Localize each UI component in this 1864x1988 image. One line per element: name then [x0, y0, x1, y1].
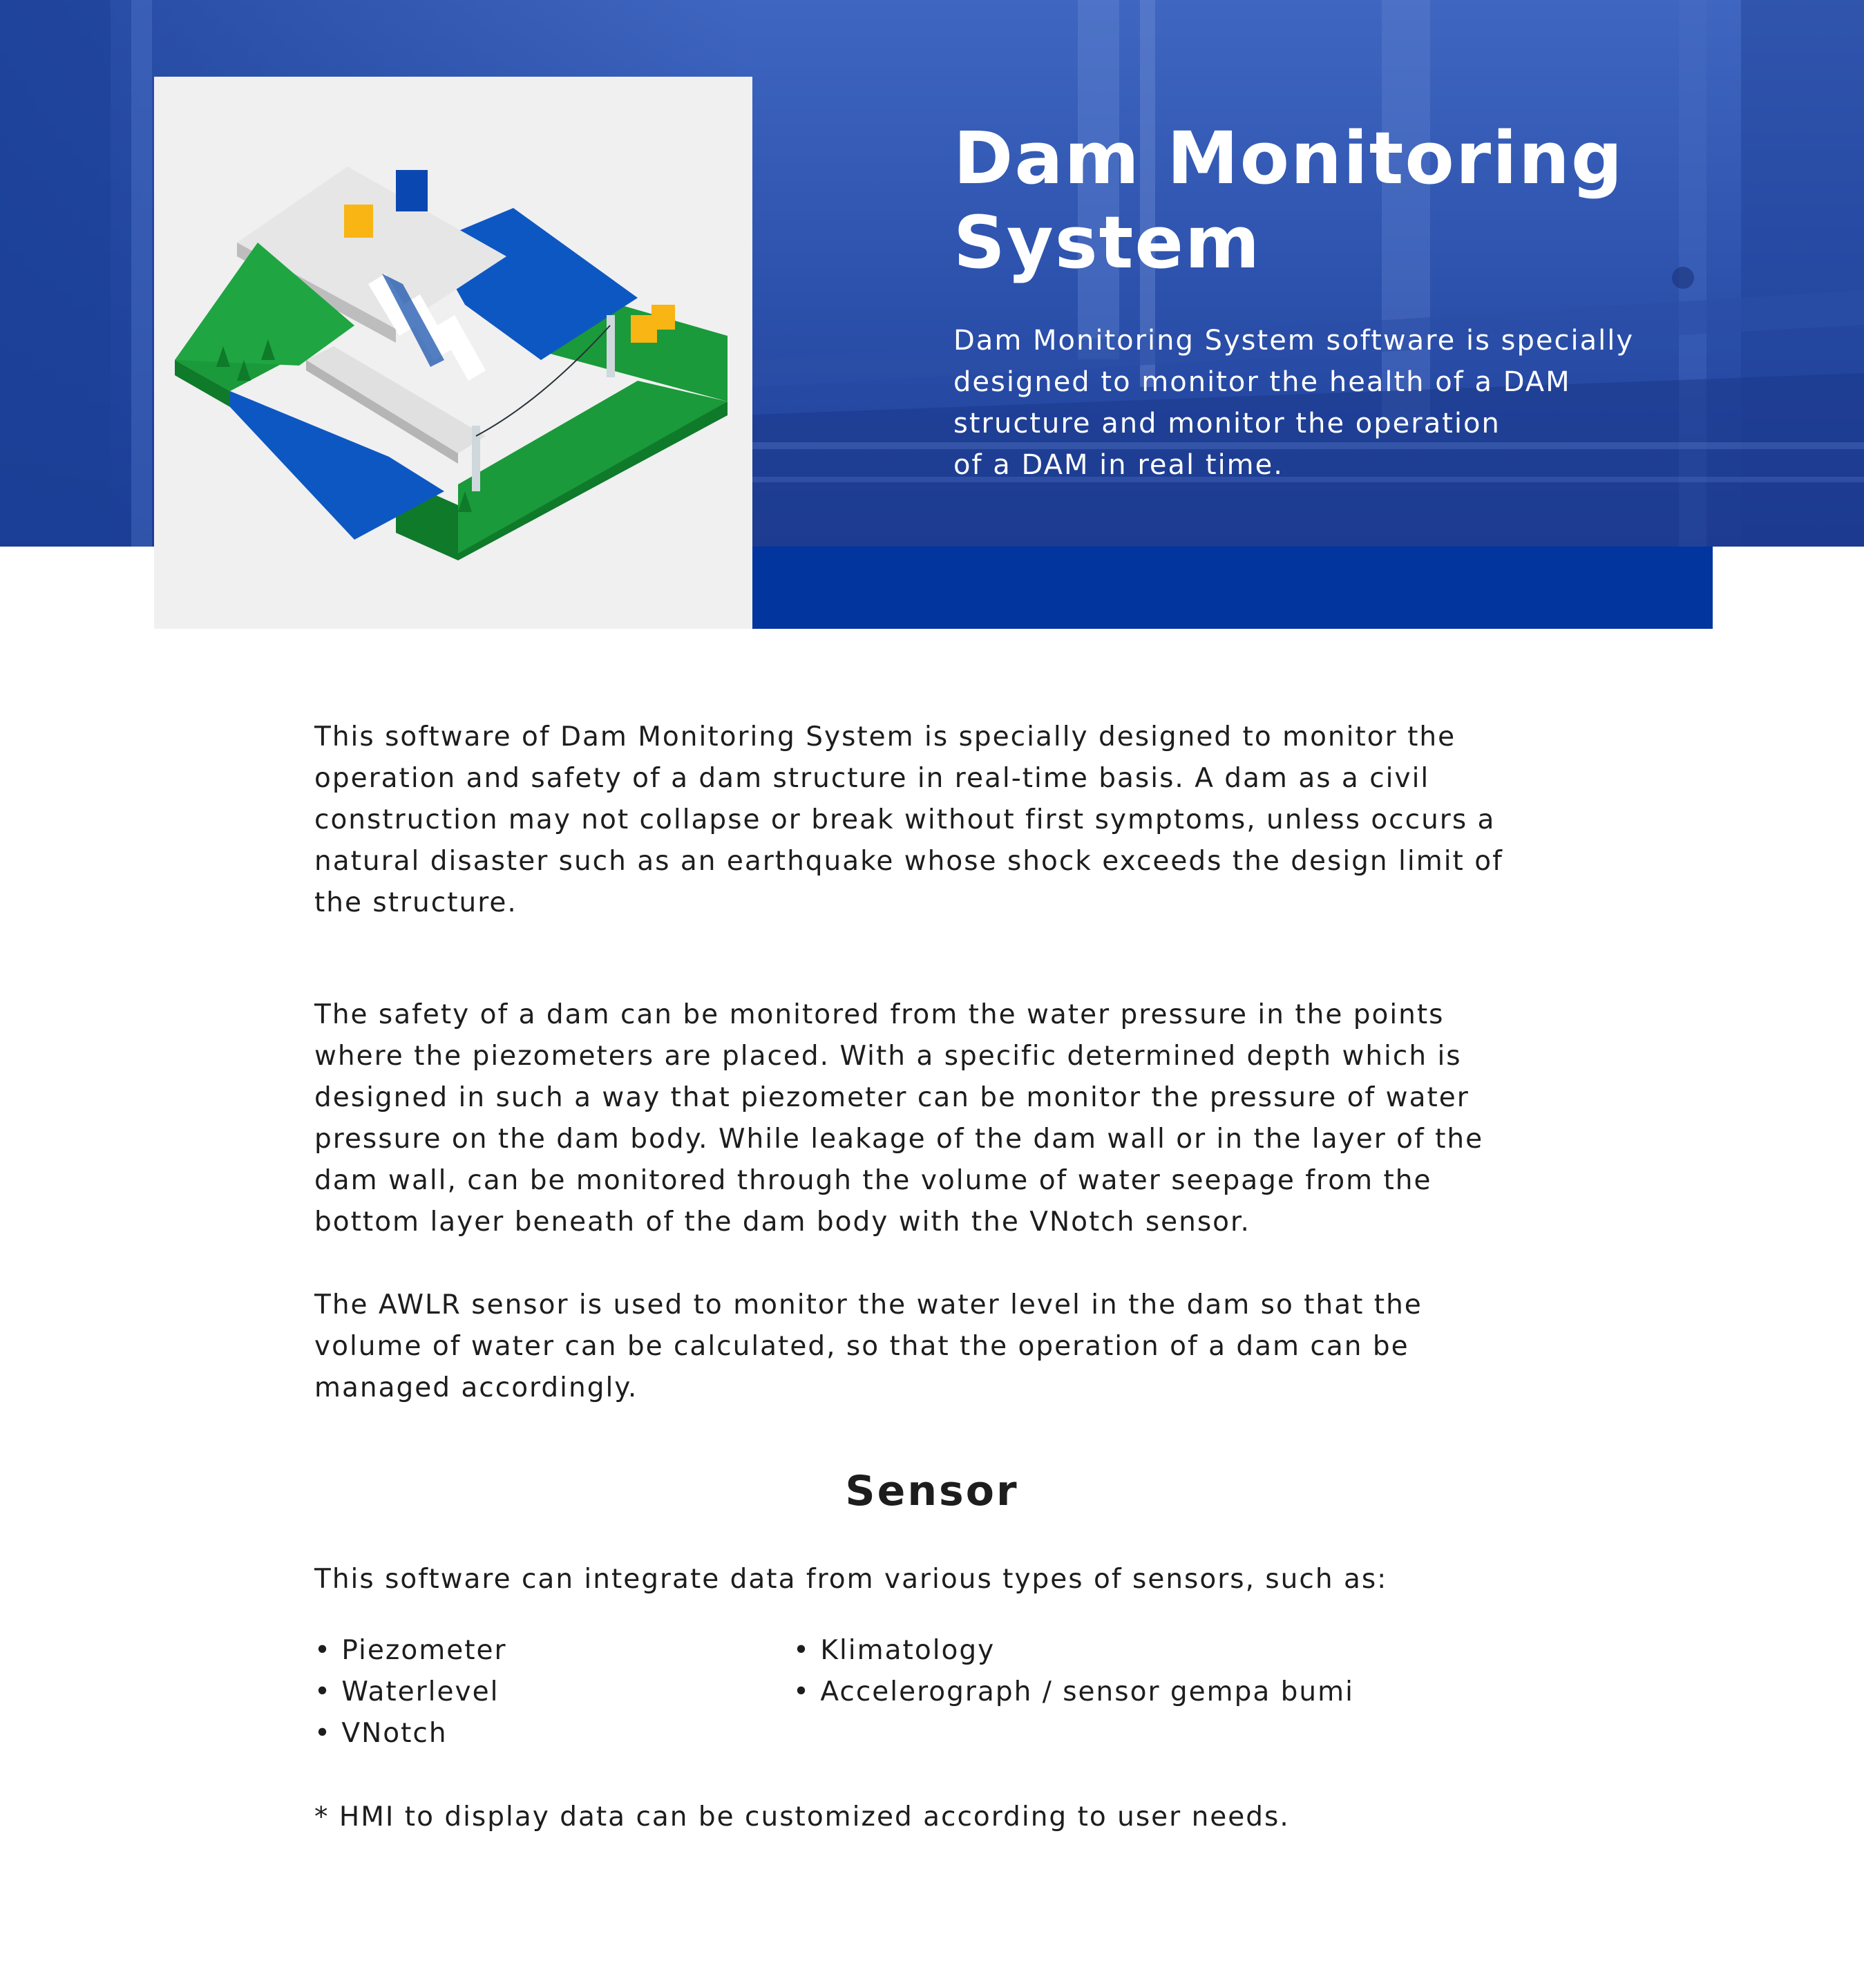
- paragraph-line: natural disaster such as an earthquake whose shock exceeds the design limit of: [314, 846, 1503, 877]
- paragraph-line: pressure on the dam body. While leakage of the dam wall or in the layer of the: [314, 1124, 1484, 1155]
- dam-illustration-icon: [154, 77, 752, 629]
- paragraph-line: The safety of a dam can be monitored from the water pressure in the points: [314, 999, 1445, 1030]
- paragraph-line: The AWLR sensor is used to monitor the water level in the dam so that the: [314, 1289, 1423, 1320]
- sensor-list-left: [314, 1630, 507, 1754]
- paragraph-line: where the piezometers are placed. With a specific determined depth which is: [314, 1041, 1462, 1072]
- paragraph-line: This software of Dam Monitoring System is specially designed to monitor the: [314, 721, 1456, 752]
- paragraph-line: operation and safety of a dam structure in real-time basis. A dam as a civil: [314, 763, 1430, 794]
- illustration-card: [154, 77, 752, 629]
- sensor-list-right: [793, 1630, 1354, 1713]
- list-item: • Piezometer: [314, 1635, 507, 1666]
- sensor-heading: Sensor: [845, 1467, 1019, 1515]
- list-item: • VNotch: [314, 1718, 448, 1749]
- paragraph-line: designed in such a way that piezometer can be monitor the pressure of water: [314, 1082, 1470, 1113]
- sensor-intro: [314, 1559, 1572, 1600]
- paragraph-line: volume of water can be calculated, so that the operation of a dam can be: [314, 1331, 1409, 1362]
- list-item: • Klimatology: [793, 1635, 996, 1666]
- intro-paragraph: [314, 717, 1572, 924]
- hero-description-line: designed to monitor the health of a DAM: [953, 366, 1571, 398]
- safety-paragraph: [314, 994, 1572, 1243]
- paragraph-line: dam wall, can be monitored through the volume of water seepage from the: [314, 1165, 1432, 1196]
- paragraph-line: construction may not collapse or break without first symptoms, unless occurs a: [314, 804, 1496, 835]
- page-title-line-2: System: [953, 200, 1262, 285]
- awlr-paragraph: [314, 1285, 1572, 1409]
- hero-description-line: structure and monitor the operation: [953, 408, 1501, 439]
- hero-description: [953, 320, 1713, 486]
- sensor-intro-text: This software can integrate data from various types of sensors, such as:: [314, 1564, 1388, 1595]
- list-item: • Waterlevel: [314, 1676, 500, 1707]
- page-title-line-1: Dam Monitoring: [953, 116, 1624, 200]
- paragraph-line: bottom layer beneath of the dam body with the VNotch sensor.: [314, 1206, 1250, 1238]
- page-title: [953, 116, 1748, 285]
- hero-description-line: of a DAM in real time.: [953, 449, 1284, 481]
- hero-accent-band: [752, 547, 1713, 629]
- paragraph-line: managed accordingly.: [314, 1372, 638, 1403]
- hmi-note-text: * HMI to display data can be customized according to user needs.: [314, 1801, 1290, 1833]
- list-item: • Accelerograph / sensor gempa bumi: [793, 1676, 1354, 1707]
- hero-description-line: Dam Monitoring System software is specially: [953, 325, 1635, 357]
- paragraph-line: the structure.: [314, 887, 517, 918]
- hmi-note: [314, 1797, 1572, 1838]
